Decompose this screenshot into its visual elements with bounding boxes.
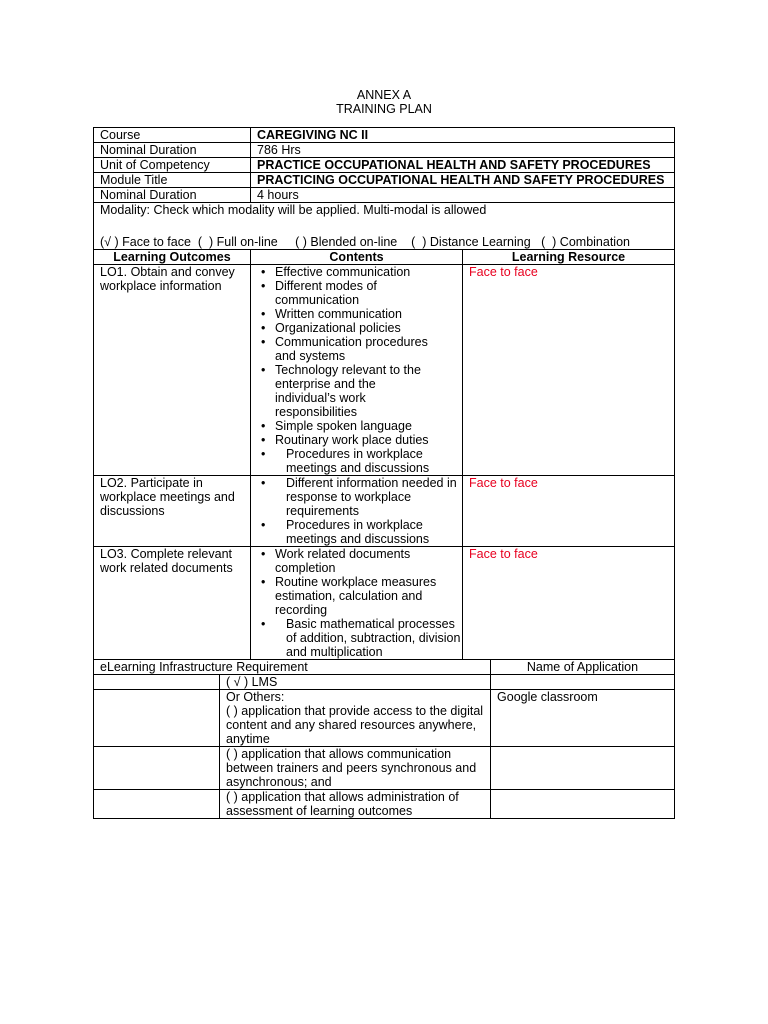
elearning-table — [93, 659, 675, 819]
contents-header: Contents — [251, 250, 463, 265]
module-row — [94, 173, 675, 188]
list-item: • Procedures in workplace meetings and discussions — [251, 518, 462, 546]
column-header-row — [94, 250, 675, 265]
lo3-outcome: LO3. Complete relevant work related documents — [94, 547, 251, 660]
duration-label: Nominal Duration — [94, 143, 251, 158]
lo1-outcome: LO1. Obtain and convey workplace information — [94, 265, 251, 476]
list-item: • Work related documents completion — [251, 547, 462, 575]
lms-row — [94, 675, 675, 690]
course-label: Course — [94, 128, 251, 143]
course-value: CAREGIVING NC II — [251, 128, 675, 143]
list-item: • Routinary work place duties — [251, 433, 462, 447]
list-item: • Routine workplace measures estimation, calculation and recording — [251, 575, 462, 617]
option1-row — [94, 690, 675, 747]
or-others-label: Or Others: — [226, 690, 285, 704]
lms-option: ( √ ) LMS — [220, 675, 491, 690]
module-duration-row — [94, 188, 675, 203]
elearning-header-row — [94, 660, 675, 675]
lo1-resource: Face to face — [463, 265, 675, 476]
list-item: • Procedures in workplace meetings and discussions — [251, 447, 462, 475]
empty-cell — [491, 747, 675, 790]
list-item: • Basic mathematical processes of addition, subtraction, division and multiplication — [251, 617, 462, 659]
outcomes-header: Learning Outcomes — [94, 250, 251, 265]
resource-header: Learning Resource — [463, 250, 675, 265]
empty-cell — [94, 690, 220, 747]
module-label: Module Title — [94, 173, 251, 188]
lo3-row — [94, 547, 675, 660]
option2-row — [94, 747, 675, 790]
requirement-label: eLearning Infrastructure Requirement — [94, 660, 491, 675]
option1-text: ( ) application that provide access to the digital content and any shared resources anywhere, anytime — [226, 704, 484, 746]
option3-text: ( ) application that allows administration of assessment of learning outcomes — [220, 790, 491, 819]
empty-cell — [491, 675, 675, 690]
list-item: • Simple spoken language — [251, 419, 462, 433]
list-item: • Communication procedures and systems — [251, 335, 462, 363]
lo1-row — [94, 265, 675, 476]
modality-row — [94, 203, 675, 250]
module-duration-label: Nominal Duration — [94, 188, 251, 203]
option2-text: ( ) application that allows communication between trainers and peers synchronous and asynchronous; and — [220, 747, 491, 790]
module-value: PRACTICING OCCUPATIONAL HEALTH AND SAFETY PROCEDURES — [251, 173, 675, 188]
lo3-contents — [251, 547, 463, 660]
empty-cell — [94, 747, 220, 790]
list-item: • Technology relevant to the enterprise and the individual’s work responsibilities — [251, 363, 462, 419]
uoc-value: PRACTICE OCCUPATIONAL HEALTH AND SAFETY PROCEDURES — [251, 158, 675, 173]
document-title: TRAINING PLAN — [336, 102, 432, 116]
list-item: • Different modes of communication — [251, 279, 462, 307]
list-item: • Effective communication — [251, 265, 462, 279]
lo2-outcome: LO2. Participate in workplace meetings and discussions — [94, 476, 251, 547]
modality-options: (√ ) Face to face ( ) Full on-line ( ) Blended on-line ( ) Distance Learning ( ) Combination — [100, 235, 630, 249]
duration-row — [94, 143, 675, 158]
lo2-content-list — [251, 476, 462, 546]
lo1-contents — [251, 265, 463, 476]
course-row — [94, 128, 675, 143]
training-plan-table — [93, 127, 675, 660]
app-label: Name of Application — [491, 660, 675, 675]
option1-cell — [220, 690, 491, 747]
lo3-content-list — [251, 547, 462, 659]
lo1-content-list — [251, 265, 462, 475]
option3-row — [94, 790, 675, 819]
list-item: • Written communication — [251, 307, 462, 321]
modality-cell — [94, 203, 675, 250]
list-item: • Different information needed in response to workplace requirements — [251, 476, 462, 518]
modality-text: Modality: Check which modality will be applied. Multi-modal is allowed — [100, 203, 487, 217]
empty-cell — [94, 790, 220, 819]
uoc-label: Unit of Competency — [94, 158, 251, 173]
uoc-row — [94, 158, 675, 173]
lo2-resource: Face to face — [463, 476, 675, 547]
lo3-resource: Face to face — [463, 547, 675, 660]
option1-app: Google classroom — [491, 690, 675, 747]
empty-cell — [94, 675, 220, 690]
lo2-contents — [251, 476, 463, 547]
annex-label: ANNEX A — [356, 88, 412, 102]
duration-value: 786 Hrs — [251, 143, 675, 158]
empty-cell — [491, 790, 675, 819]
lo2-row — [94, 476, 675, 547]
module-duration-value: 4 hours — [251, 188, 675, 203]
list-item: • Organizational policies — [251, 321, 462, 335]
